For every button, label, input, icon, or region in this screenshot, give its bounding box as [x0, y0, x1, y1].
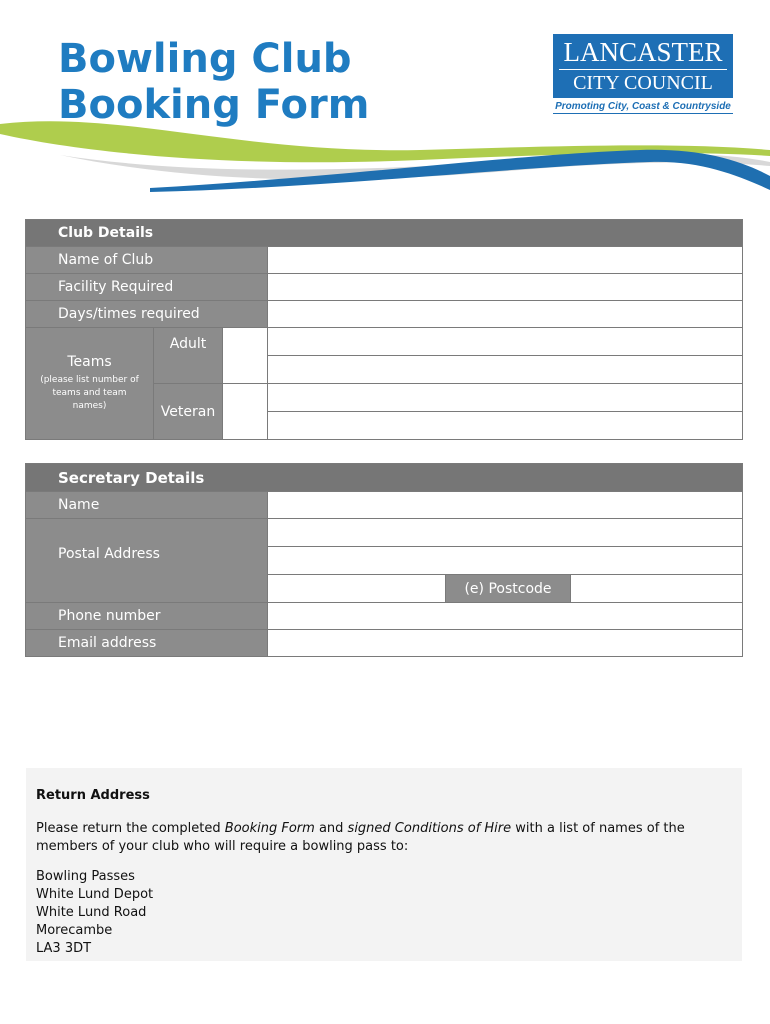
- address-line: Bowling Passes: [36, 869, 135, 884]
- return-text-1: Please return the completed: [36, 821, 225, 836]
- facility-required-input[interactable]: [268, 274, 743, 301]
- teams-note: (please list number of teams and team names): [40, 375, 139, 411]
- postcode-label: (e) Postcode: [446, 575, 571, 603]
- address-line: Morecambe: [36, 923, 113, 938]
- teams-label: Teams: [67, 354, 112, 370]
- club-details-heading: Club Details: [26, 220, 743, 247]
- email-address-label: Email address: [26, 630, 268, 657]
- veteran-label: Veteran: [154, 384, 223, 440]
- return-address-heading: Return Address: [36, 788, 150, 803]
- address-line: White Lund Depot: [36, 887, 154, 902]
- days-times-label: Days/times required: [26, 301, 268, 328]
- return-em-conditions: signed Conditions of Hire: [347, 821, 512, 836]
- logo-line-1: LANCASTER: [563, 37, 723, 67]
- return-instructions: [36, 820, 732, 856]
- veteran-team-input-1[interactable]: [268, 384, 743, 412]
- header-swoosh: [0, 110, 770, 205]
- address-line: White Lund Road: [36, 905, 147, 920]
- teams-label-cell: [26, 328, 154, 440]
- phone-number-input[interactable]: [268, 603, 743, 630]
- logo-box: [553, 34, 733, 98]
- return-em-booking-form: Booking Form: [224, 821, 315, 836]
- name-of-club-input[interactable]: [268, 247, 743, 274]
- return-address-panel: [26, 768, 742, 961]
- veteran-count-input[interactable]: [223, 384, 268, 440]
- club-details-table: [25, 219, 743, 440]
- return-text-2: and: [314, 821, 348, 836]
- days-times-input[interactable]: [268, 301, 743, 328]
- postal-address-input-1[interactable]: [268, 519, 743, 547]
- secretary-name-label: Name: [26, 492, 268, 519]
- name-of-club-label: Name of Club: [26, 247, 268, 274]
- return-text-3: with a list of names of the members of your club who will require a bowling pass to:: [36, 821, 685, 854]
- logo-line-2: CITY COUNCIL: [559, 69, 727, 94]
- title-line-2: Booking Form: [58, 82, 370, 128]
- address-line: LA3 3DT: [36, 941, 92, 956]
- council-logo: [553, 34, 733, 114]
- return-address-lines: [36, 868, 732, 958]
- postal-address-input-2[interactable]: [268, 547, 743, 575]
- veteran-team-input-2[interactable]: [268, 412, 743, 440]
- adult-count-input[interactable]: [223, 328, 268, 384]
- secretary-details-heading: Secretary Details: [26, 464, 743, 492]
- secretary-name-input[interactable]: [268, 492, 743, 519]
- postal-address-input-3[interactable]: [268, 575, 446, 603]
- adult-team-input-2[interactable]: [268, 356, 743, 384]
- postal-address-label: Postal Address: [26, 519, 268, 603]
- facility-required-label: Facility Required: [26, 274, 268, 301]
- adult-label: Adult: [154, 328, 223, 384]
- title-line-1: Bowling Club: [58, 36, 352, 82]
- logo-tagline: Promoting City, Coast & Countryside: [553, 101, 733, 114]
- secretary-details-table: [25, 463, 743, 657]
- email-address-input[interactable]: [268, 630, 743, 657]
- phone-number-label: Phone number: [26, 603, 268, 630]
- postcode-input[interactable]: [571, 575, 743, 603]
- adult-team-input-1[interactable]: [268, 328, 743, 356]
